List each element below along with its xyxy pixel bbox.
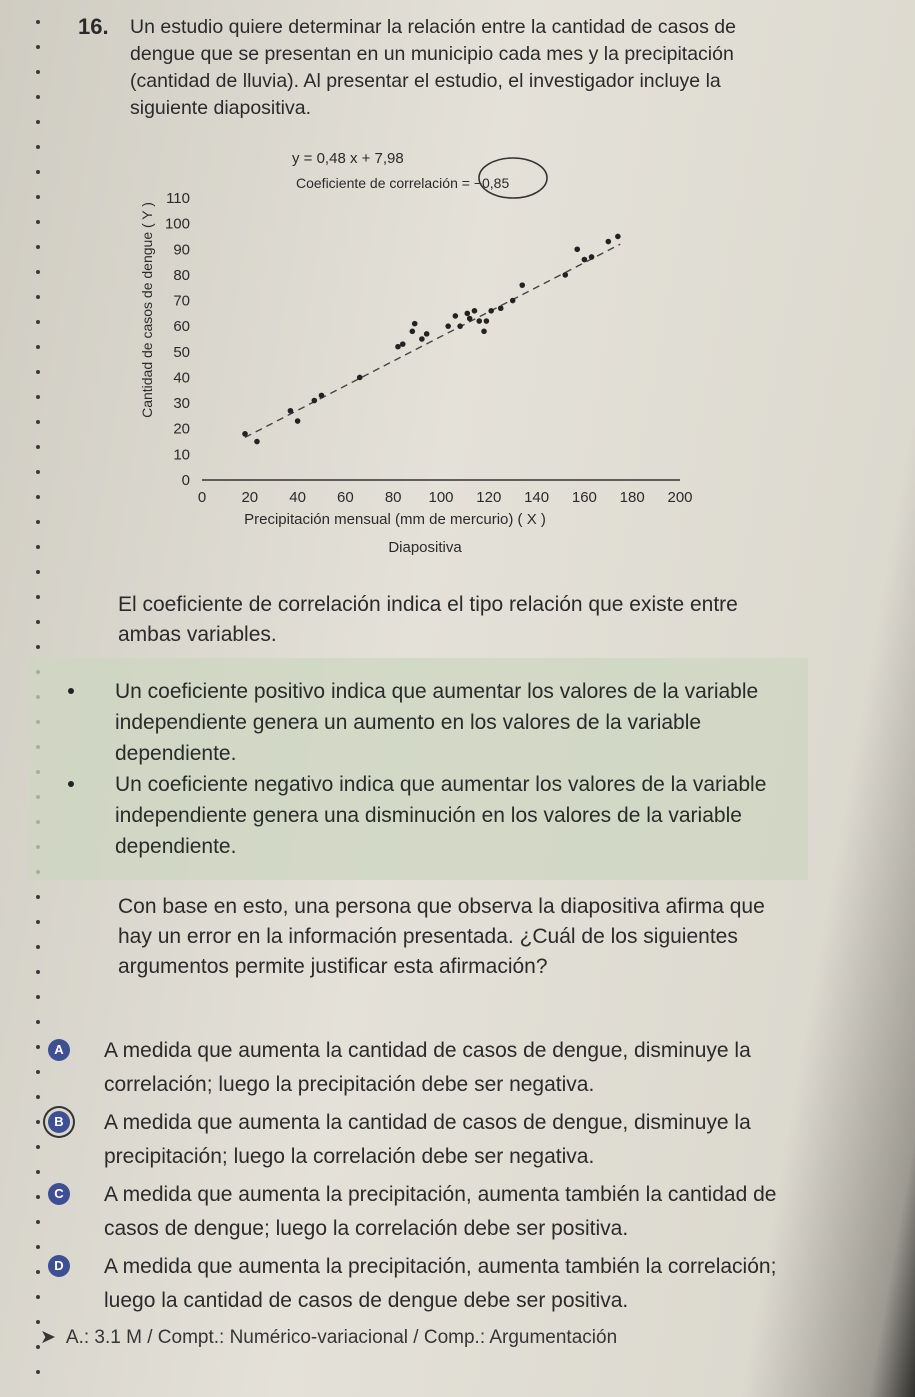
- option-letter-badge: A: [48, 1039, 70, 1061]
- y-tick-label: 100: [164, 215, 190, 233]
- binder-hole: [36, 320, 40, 324]
- y-tick-label: 70: [173, 292, 190, 310]
- option-letter-badge: D: [48, 1255, 70, 1277]
- data-point: [582, 257, 588, 263]
- y-tick-label: 50: [173, 343, 190, 361]
- data-point: [453, 313, 459, 319]
- binder-hole: [36, 595, 40, 599]
- binder-hole: [36, 570, 40, 574]
- scatter-chart: [110, 140, 710, 560]
- binder-hole: [36, 895, 40, 899]
- binder-hole: [36, 220, 40, 224]
- data-point: [242, 431, 248, 437]
- data-point: [419, 336, 425, 342]
- option-b[interactable]: [38, 1106, 818, 1174]
- data-point: [464, 311, 470, 317]
- bullet-list: [60, 676, 780, 862]
- y-tick-label: 80: [173, 266, 190, 284]
- binder-hole: [36, 20, 40, 24]
- data-point: [412, 321, 418, 327]
- data-point: [562, 272, 568, 278]
- bullet-text: Un coeficiente positivo indica que aumentar los valores de la variable independiente genera un aumento en los valores de la variable dependiente.: [115, 680, 759, 765]
- x-tick-label: 0: [197, 489, 207, 506]
- binder-hole: [36, 1370, 40, 1374]
- bullet-text: Un coeficiente negativo indica que aumentar los valores de la variable independiente genera una disminución en los valores de la variable dependiente.: [115, 773, 767, 858]
- question-number: 16.: [78, 14, 109, 39]
- bullet-icon: [68, 781, 74, 787]
- binder-hole: [36, 995, 40, 999]
- chart-correlation-label: Coeficiente de correlación = −0,85: [296, 175, 510, 191]
- y-tick-label: 0: [181, 472, 190, 489]
- x-tick-label: 140: [524, 489, 550, 506]
- data-point: [510, 298, 516, 304]
- binder-hole: [36, 470, 40, 474]
- binder-hole: [36, 545, 40, 549]
- option-letter-badge: C: [48, 1183, 70, 1205]
- data-point: [498, 305, 504, 311]
- x-tick-label: 200: [667, 489, 693, 506]
- binder-hole: [36, 120, 40, 124]
- data-point: [254, 439, 260, 445]
- chart-axes: [165, 190, 693, 506]
- x-tick-label: 20: [241, 489, 259, 506]
- binder-hole: [36, 70, 40, 74]
- x-tick-label: 40: [289, 489, 306, 506]
- prompt-text: Con base en esto, una persona que observa la diapositiva afirma que hay un error en la información presentada. ¿Cuál de los siguientes argumentos permite justificar esta afirmación?: [118, 895, 765, 978]
- binder-hole: [36, 445, 40, 449]
- data-point: [295, 418, 301, 424]
- chart-equation: y = 0,48 x + 7,98: [292, 150, 404, 167]
- binder-hole: [36, 45, 40, 49]
- data-point: [400, 341, 406, 347]
- y-tick-label: 90: [173, 241, 190, 259]
- y-tick-label: 10: [173, 446, 190, 464]
- binder-hole: [36, 420, 40, 424]
- data-point: [574, 246, 580, 252]
- x-axis-label: Precipitación mensual (mm de mercurio) ( X ): [244, 511, 546, 528]
- data-point: [395, 344, 401, 350]
- binder-hole: [36, 170, 40, 174]
- option-text: A medida que aumenta la cantidad de casos de dengue, disminuye la correlación; luego la precipitación debe ser negativa.: [104, 1039, 751, 1096]
- bullet-icon: [68, 688, 74, 694]
- data-point: [357, 375, 363, 381]
- data-point: [319, 393, 325, 399]
- data-point: [288, 408, 294, 414]
- x-tick-label: 180: [619, 489, 645, 506]
- options-list: [38, 1034, 818, 1322]
- data-point: [519, 282, 525, 288]
- bullet-item: [60, 769, 780, 862]
- binder-hole: [36, 245, 40, 249]
- binder-hole: [36, 370, 40, 374]
- x-tick-label: 60: [337, 489, 354, 506]
- data-point: [589, 254, 595, 260]
- option-a[interactable]: [38, 1034, 818, 1102]
- data-point: [488, 308, 494, 314]
- footer-meta: [40, 1326, 617, 1349]
- binder-hole: [36, 195, 40, 199]
- binder-hole: [36, 1020, 40, 1024]
- option-text: A medida que aumenta la cantidad de casos de dengue, disminuye la precipitación; luego la correlación debe ser negativa.: [104, 1111, 751, 1168]
- y-tick-label: 60: [173, 318, 190, 336]
- chevron-right-icon: ➤: [40, 1327, 56, 1348]
- x-tick-label: 100: [428, 489, 454, 506]
- question-text: Un estudio quiere determinar la relación entre la cantidad de casos de dengue que se presentan en un municipio cada mes y la precipitación (cantidad de lluvia). Al presentar el estudio, el investigador incluye la siguiente diapositiva.: [130, 16, 736, 119]
- x-tick-label: 160: [571, 489, 597, 506]
- binder-hole: [36, 270, 40, 274]
- binder-hole: [36, 345, 40, 349]
- binder-hole: [36, 620, 40, 624]
- binder-hole: [36, 495, 40, 499]
- binder-hole: [36, 970, 40, 974]
- data-point: [410, 329, 416, 335]
- bullet-item: [60, 676, 780, 769]
- binder-hole: [36, 645, 40, 649]
- data-point: [457, 323, 463, 329]
- option-c[interactable]: [38, 1178, 818, 1246]
- y-tick-label: 20: [173, 420, 190, 438]
- x-tick-label: 80: [384, 489, 402, 506]
- x-tick-label: 120: [476, 489, 502, 506]
- data-point: [467, 316, 473, 322]
- binder-hole: [36, 520, 40, 524]
- data-point: [481, 329, 487, 335]
- y-axis-label: Cantidad de casos de dengue ( Y ): [139, 202, 155, 418]
- chart-caption: Diapositiva: [388, 539, 462, 556]
- data-point: [424, 331, 430, 337]
- y-tick-label: 30: [173, 395, 190, 413]
- y-tick-label: 40: [173, 369, 190, 387]
- option-letter-badge: B: [48, 1111, 70, 1133]
- option-d[interactable]: [38, 1250, 818, 1318]
- binder-hole: [36, 945, 40, 949]
- data-point: [312, 398, 318, 404]
- binder-hole: [36, 295, 40, 299]
- data-point: [472, 308, 478, 314]
- data-point: [484, 318, 490, 324]
- y-tick-label: 110: [166, 190, 190, 207]
- chart-plot-area: [242, 234, 620, 445]
- option-text: A medida que aumenta la precipitación, aumenta también la cantidad de casos de dengue; luego la correlación debe ser positiva.: [104, 1183, 777, 1240]
- option-text: A medida que aumenta la precipitación, aumenta también la correlación; luego la cantidad de casos de dengue debe ser positiva.: [104, 1255, 777, 1312]
- data-point: [476, 318, 482, 324]
- binder-hole: [36, 95, 40, 99]
- binder-hole: [36, 395, 40, 399]
- footer-text: A.: 3.1 M / Compt.: Numérico-variacional / Comp.: Argumentación: [65, 1327, 618, 1348]
- data-point: [606, 239, 612, 245]
- data-point: [445, 323, 451, 329]
- data-point: [615, 234, 621, 240]
- binder-hole: [36, 920, 40, 924]
- intro-text: El coeficiente de correlación indica el tipo relación que existe entre ambas variables.: [118, 593, 738, 646]
- binder-hole: [36, 145, 40, 149]
